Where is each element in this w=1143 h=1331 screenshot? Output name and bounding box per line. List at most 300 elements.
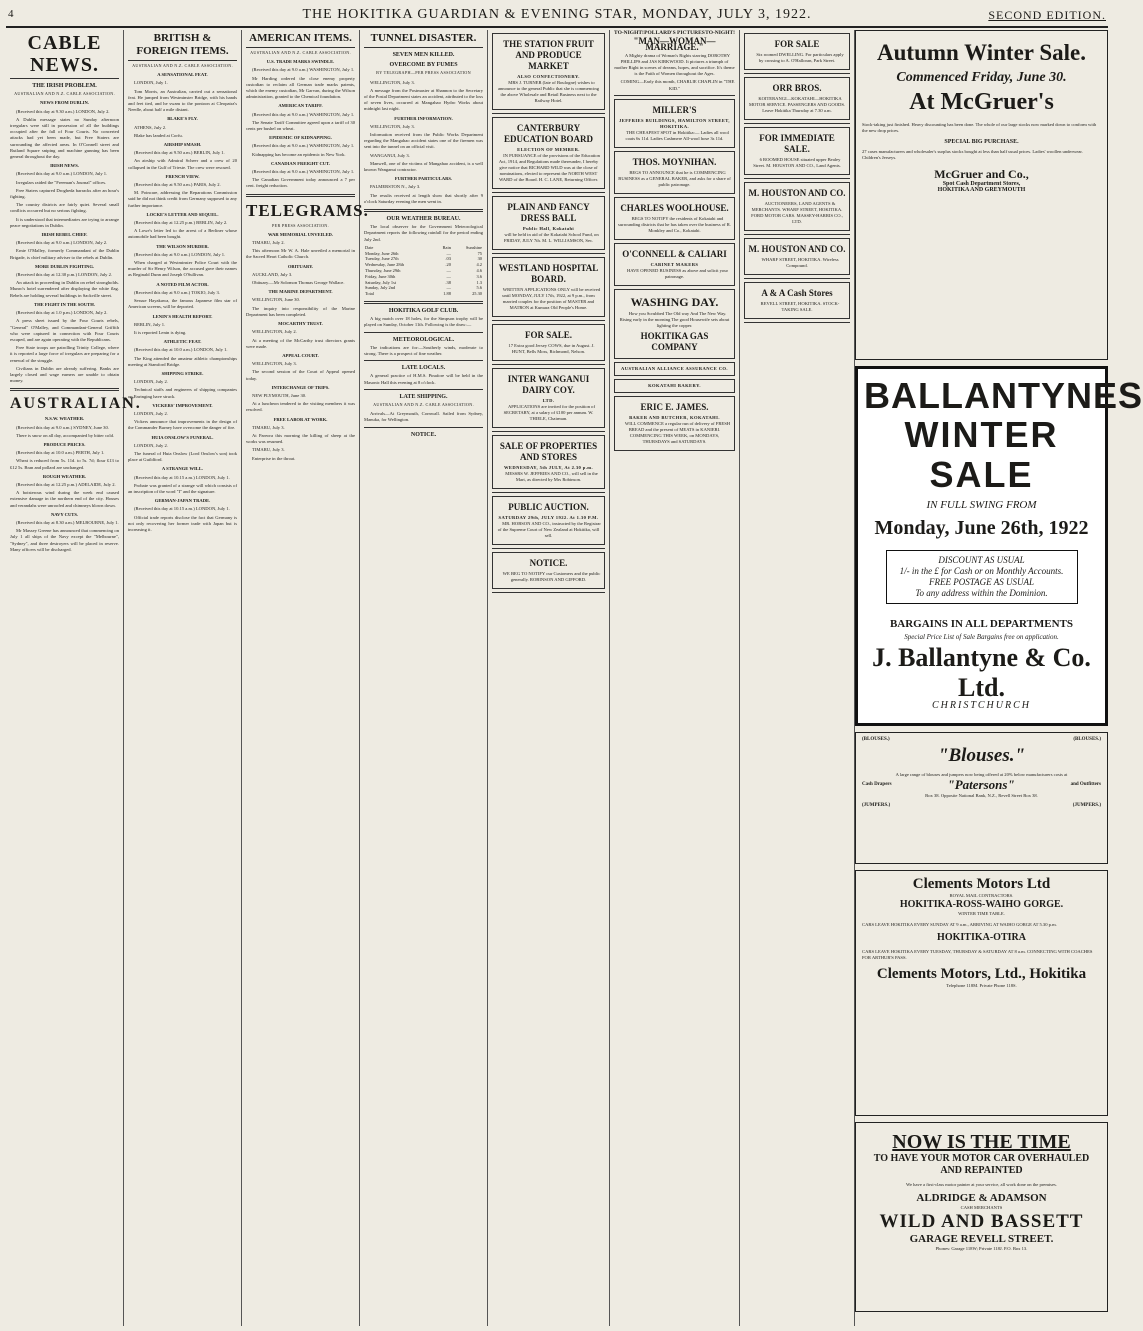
weather-rain: .03 (445, 256, 451, 262)
wild-bassett-sub: GARAGE REVELL STREET. (909, 1233, 1054, 1246)
paragraph: AIRSHIP SMASH. (163, 142, 202, 148)
ballantyne-city: CHRISTCHURCH (931, 700, 1031, 711)
mcgruer-location: HOKITIKA AND GREYMOUTH (937, 187, 1026, 194)
notice-heading: NOTICE. (410, 431, 437, 438)
wild-bassett-ad (855, 1122, 1108, 1312)
classified-ad (744, 33, 850, 70)
golf-club-heading: HOKITIKA GOLF CLUB. (388, 308, 459, 315)
ballantynes-name: BALLANTYNES (864, 375, 1143, 416)
free-postage-heading: FREE POSTAGE AS USUAL (929, 577, 1034, 587)
american-items-heading: AMERICAN ITEMS. (246, 32, 355, 48)
divider (492, 592, 605, 593)
oconnell-ad (614, 243, 735, 286)
divider (364, 332, 483, 333)
weather-date: Tuesday, June 27th (365, 256, 399, 262)
jumpers-tag-right: (JUMPERS.) (1072, 803, 1101, 809)
agency-line: AUSTRALIAN AND N.Z. CABLE ASSOCIATION. (14, 91, 115, 97)
classified-ad (744, 182, 850, 231)
paragraph: (Received this day at 9.0 a.m.) LONDON, July 2. (16, 240, 108, 246)
paragraph: (Received this day at 10.15 a.m.) LONDON, July 1. (134, 506, 230, 512)
paragraph: (Received this day at 12.30 p.m.) LONDON, July 2. (16, 272, 113, 278)
column-cable-news (6, 30, 142, 1326)
winter-sale-heading: WINTER SALE (904, 414, 1059, 495)
overhaul-heading: TO HAVE YOUR MOTOR CAR OVERHAULED AND REPAINTED (873, 1153, 1090, 1176)
paragraph: At a meeting of the McCarthy trust directors grants were made. (246, 337, 355, 349)
paragraph: Irregulars raided the "Freeman's Journal" offices. (16, 179, 107, 185)
paragraph: A message from the Postmaster at Shannon to the Secretary of the Postal Department states an accident, attributed to the loss of seven lives, occurred at Mangahao Hydro Works about midnight last night. (364, 87, 483, 112)
article-body (10, 416, 119, 553)
eric-james-text: WILL COMMENCE a regular run of delivery of FRESH BREAD and the present of MEATS in KANIERI. COMMENCING THIS WEEK, on MONDAYS, THURSDAYS and SATURDAYS. (624, 420, 731, 444)
classified-ad-title: PUBLIC AUCTION. (508, 502, 589, 512)
paragraph: Blake has landed at Corfu. (134, 132, 183, 138)
classified-ad (744, 238, 850, 275)
weather-date: Sunday, July 2nd (365, 285, 396, 291)
film-description: A Mighty drama of Woman's Rights starring DOROTHY PHILLIPS and JAS KIRKWOOD. It pictures a triumph of mother Right in scenes of dreams, hopes, and sacrifice. It's theme is the Faith of Women throughout the Ages. (614, 52, 735, 77)
paragraph: EPIDEMIC OF KIDNAPPING. (269, 135, 332, 141)
weather-rain: — (446, 268, 451, 274)
paragraph: Official trade reports disclose the fact that Germany is not only recovering her former trade with Japan but is increasing it. (128, 514, 237, 532)
clements-heading: Clements Motors Ltd (912, 876, 1051, 892)
free-postage-terms: To any address within the Dominion. (915, 588, 1048, 598)
paragraph: (Received this day at 10.0 a.m.) LONDON, July 1. (134, 347, 228, 353)
paragraph: FURTHER INFORMATION. (394, 115, 453, 121)
weather-date: Thursday, June 29th (365, 268, 401, 274)
woolhouse-ad (614, 197, 735, 240)
paragraph: Mr Harding ordered the close enemy property custodian to reclaim all German trade marks patents, which the enemy custodian, Mr Garvan, during the Wilson administration, granted to the Chemical foundation. (246, 75, 355, 100)
display-ads-column (855, 30, 1143, 1326)
divider (492, 548, 605, 549)
classified-ad (492, 257, 605, 317)
paragraph: WAR MEMORIAL UNVEILED. (268, 231, 333, 237)
classified-ad-title: FOR SALE (774, 39, 820, 49)
paragraph: AUCKLAND, July 3. (252, 271, 293, 277)
patersons-name: "Patersons" (947, 777, 1015, 793)
pollards-pictures-ad (614, 30, 735, 92)
clements-timetable: WINTER TIME TABLE. (958, 911, 1005, 916)
classified-ad-text: MR. HOBSON AND CO., instructed by the Registrar of the Supreme Court of New Zealand at Hokitika, will sell. (497, 521, 601, 538)
paragraph: Enterprise in the throat. (252, 455, 296, 461)
classified-ad-subtitle: WEDNESDAY, 5th JULY, At 2.30 p.m. (503, 465, 594, 470)
golf-text: A big match over 18 holes, for the Simpson trophy will be played on Sunday, October 11th. Following is the draw:— (364, 316, 483, 328)
paragraph: WELLINGTON, July 3. (370, 123, 415, 129)
oconnell-sub: CABINET MAKERS (650, 261, 699, 267)
ballantyne-company: J. Ballantyne & Co. Ltd. (872, 643, 1091, 702)
paragraph: Kidnapping has become an epidemic in New York. (252, 151, 346, 157)
cash-drapers-label: Cash Drapers (862, 782, 892, 788)
discount-terms: 1/- in the £ for Cash or on Monthly Accounts. (899, 566, 1064, 576)
classified-ad (492, 552, 605, 589)
paragraph: (Received this day at 9.0 a.m.) WASHINGTON, July 1. (252, 111, 355, 117)
classified-ad-title: NOTICE. (529, 558, 568, 568)
classified-ad-text: AUCTIONEERS, LAND AGENTS & MERCHANTS. WHARF STREET, HOKITIKA. FORD MOTOR CARS. MASSEY-HARRIS CO., LTD. (751, 201, 843, 224)
paragraph: IRISH NEWS. (50, 163, 79, 169)
paragraph: M. Poincare, addressing the Reparations Commission said he did not think credit from Germany supposed to any further importance. (128, 190, 237, 208)
wild-bassett-brand: WILD AND BASSETT (879, 1211, 1084, 1233)
weather-total-rain: 1.88 (443, 291, 451, 297)
divider (614, 95, 735, 96)
paragraph: THE MARINE DEPARTMENT. (268, 289, 333, 295)
divider (364, 360, 483, 361)
paragraph: The King attended the amateur athletic championships meeting at Stamford Bridge. (128, 355, 237, 367)
paragraph: FREE LABOR AT WORK. (273, 416, 328, 422)
paragraph: A boisterous wind during the week end caused extensive damage in the northern end of the city. Houses and verandahs were unroofed and chimneys blown down. (10, 490, 119, 508)
paragraph: INTERCHANGE OF TRIPS. (271, 384, 330, 390)
paragraph: GERMAN-JAPAN TRADE. (154, 498, 211, 504)
weather-sunshine: 1.3 (476, 279, 482, 285)
agency-line: AUSTRALIAN AND N.Z. CABLE ASSOCIATION. (250, 50, 351, 55)
paragraph: (Received this day at 10.0 a.m.) PERTH, July 1. (16, 450, 105, 456)
weather-sunshine: 5.6 (476, 285, 482, 291)
bargains-heading: BARGAINS IN ALL DEPARTMENTS (889, 618, 1074, 630)
agency-line: PER PRESS ASSOCIATION. (272, 222, 329, 228)
autumn-sale-intro: Stock-taking just finished. Heavy discounting has been done. The whole of our large stocks now marked down to conform with the new drop prices. (862, 122, 1097, 133)
paragraph: It is reported Lenin is dying. (134, 329, 187, 335)
classified-ad-text: Six roomed DWELLING. For particulars apply by crossing to A. O'Halloran, Park Street. (756, 52, 844, 63)
paragraph: A press sheet issued by the Four Courts rebels, "General" O'Malley, and Commandant-General Griffith who were captured in connection with Four Courts escaped, and are again operating with the Republicans. (10, 318, 119, 342)
article-body (246, 59, 355, 189)
classified-ad (492, 368, 605, 428)
divider (364, 389, 483, 390)
paragraph: LENIN'S HEALTH REPORT. (152, 313, 213, 319)
divider (744, 234, 850, 235)
paragraph: The Canadian Government today announced a 7 per cent. freight reduction. (246, 177, 355, 189)
washing-day-text: How you Scrubbed The Old way And The New Way. Rising early in the morning The good Housewife sets about lighting the copper. (619, 310, 730, 328)
paragraph: A STRANGE WILL. (161, 466, 204, 472)
classified-ad-subtitle: LTD. (542, 398, 555, 403)
gas-company-heading: HOKITIKA GAS COMPANY (640, 330, 709, 352)
now-is-the-time-heading: NOW IS THE TIME (892, 1131, 1071, 1153)
autumn-sale-date: Commenced Friday, June 30. (896, 70, 1067, 85)
overhaul-text: We have a first-class motor painter at your service, all work done on the premises. (906, 1181, 1057, 1187)
paragraph: LONDON, July 2. (134, 379, 168, 385)
weather-total-row (364, 291, 483, 297)
classified-ad-subtitle: Public Hall, Kokatahi (522, 226, 575, 231)
autumn-sale-items: 27 cases manufacturers and wholesaler's surplus stocks bought at less than half usual prices. Ladies' woollen underwear. Children's Jerseys. (862, 149, 1083, 161)
paragraph: IRISH REBEL CHIEF. (41, 232, 88, 238)
paragraph: The second session of the Court of Appeal opened today. (246, 369, 355, 381)
classified-ad-text: WRITTEN APPLICATIONS ONLY will be received until MONDAY, JULY 17th, 1922, at 9 p.m., from married couples for the position of MASTER and MATRON at Kumara Old People's Home. (502, 287, 601, 310)
clements-route2: HOKITIKA-OTIRA (937, 932, 1026, 944)
weather-rain: — (446, 285, 451, 291)
paragraph: SHIPPING STRIKE. (161, 370, 204, 376)
paragraph: TIMARU, July 3. (252, 447, 285, 453)
classified-ad (744, 127, 850, 175)
weather-date: Friday, June 30th (365, 273, 396, 279)
paragraph: At a luncheon tendered to the visiting members it was resolved. (246, 401, 355, 413)
classified-ad (492, 435, 605, 489)
paragraph: APPEAL COURT. (282, 352, 319, 358)
divider (492, 253, 605, 254)
oconnell-text: HAVE OPENED BUSINESS as above and solicit your patronage. (626, 267, 729, 279)
paragraph: The funeral of Huia Onslow (Lord Onslow's son) took place at Guildford. (128, 450, 237, 463)
weather-rain: .20 (445, 262, 451, 268)
aldridge-adamson: ALDRIDGE & ADAMSON (916, 1192, 1047, 1205)
divider (10, 388, 119, 391)
divider (492, 320, 605, 321)
discount-box (886, 550, 1078, 604)
divider (744, 322, 850, 323)
classified-ad-text: IN PURSUANCE of the provisions of the Education Act, 1914, and Regulations made thereunder, I hereby give notice that RICHARD WILD was at the close of nominations, elected to represent the NORTH WEST WARD of the Board. H. C. LANE, Returning Officer. (498, 153, 600, 182)
weather-sunshine: 4.6 (476, 268, 482, 274)
paragraph: The results received at length show that shortly after 9 o'clock Saturday evening the men went in. (364, 192, 483, 204)
weather-sunshine: 75 (477, 250, 482, 256)
paragraph: (Received this day at 10.15 a.m.) LONDON, July 1. (134, 474, 230, 480)
paragraph: PRODUCE PRICES. (43, 441, 86, 447)
blouses-tag-right: (BLOUSES.) (1073, 737, 1101, 742)
paragraph: A NOTED FILM ACTOR. (156, 281, 209, 287)
blouses-tag-left: (BLOUSES.) (862, 737, 890, 742)
paragraph: (Received this day at 9.0 a.m.) WASHINGTON, July 1. (252, 143, 355, 149)
paragraph: An attack in proceeding in Dublin on rebel strongholds. Munro's hotel surrendered after displaying the white flag. Rebels are holding several buildings in Sackville street. (10, 280, 119, 298)
divider (492, 364, 605, 365)
classified-ad-text: APPLICATIONS are invited for the position of SECRETARY, at a salary of £100 per annum. W. THIELE, Chairman. (503, 404, 596, 421)
edition-label: SECOND EDITION. (988, 8, 1106, 22)
meteorological-text: The indications are for:—Southerly winds, moderate to strong. There is a prospect of fine weather. (364, 344, 483, 357)
classified-ad-title: SALE OF PROPERTIES AND STORES (499, 441, 598, 462)
tonight-left-label: TO-NIGHT! (614, 30, 644, 36)
divider (744, 178, 850, 179)
paragraph: Free State troops are patrolling Trinity College, where it is reported a large force of irregulars are preparing for a renewal of the struggle. (10, 345, 119, 363)
paragraph: (Received this day at 9.0 a.m.) WASHINGTON, July 1. (252, 67, 355, 73)
weather-sunshine: 3.6 (476, 273, 482, 279)
column-tunnel-disaster (360, 30, 488, 1326)
paragraph: (Received this day at 1.0 p.m.) LONDON, July 2. (16, 310, 108, 316)
classified-ad-title: FOR IMMEDIATE SALE. (759, 133, 835, 154)
weather-date: Saturday, July 1st (365, 279, 397, 285)
paragraph: PALMERSTON N., July 3. (370, 184, 421, 190)
article-body (128, 72, 237, 533)
agency-line: BY TELEGRAPH—PER PRESS ASSOCIATION (376, 70, 471, 76)
weather-sunshine: 4.2 (476, 262, 482, 268)
divider (492, 113, 605, 114)
classified-ad-subtitle: ALSO CONFECTIONERY. (517, 74, 580, 79)
classified-ad-text: WE BEG TO NOTIFY our Customers and the public generally. ROBINSON AND GIFFORD. (502, 571, 601, 582)
paragraph: Manwell, one of the victims of Mangahao accident, is a well known Wanganui contractor. (364, 160, 483, 173)
divider (364, 301, 483, 304)
moynihan-heading: THOS. MOYNIHAN. (632, 156, 717, 167)
classified-ad-title: ORR BROS. (772, 83, 822, 93)
kokatahi-bakery-ad (614, 379, 735, 393)
classified-ad-text: MRS J. TURNER (late of Boulogne) wishes to announce to the general Public that she is commencing the above Wholesale and Retail Business next to the Railway Hotel. (497, 80, 600, 103)
clements-route: HOKITIKA-ROSS-WAIHO GORGE. (899, 899, 1064, 910)
article-body (246, 232, 355, 462)
classified-ad (492, 33, 605, 110)
millers-address: JEFFRIES BUILDINGS, HAMILTON STREET, HOKITIKA. (619, 117, 730, 129)
paragraph: HUIA ONSLOW'S FUNERAL. (151, 434, 214, 440)
clements-brand: Clements Motors, Ltd., Hokitika (876, 966, 1087, 983)
paragraph: (Received this day at 8.30 a.m.) MELBOURNE, July 1. (16, 519, 119, 525)
paragraph: (Received this day at 9.0 a.m.) TOKIO, July 3. (134, 289, 220, 295)
patersons-blouses-ad (855, 732, 1108, 864)
weather-total-label: Total (365, 291, 374, 297)
classified-ad-title: FOR SALE. (524, 330, 572, 340)
cable-news-heading: CABLE NEWS. (10, 32, 119, 79)
divider (246, 194, 355, 197)
paragraph: A SENSATIONAL FEAT. (157, 72, 208, 78)
kokatahi-bakery-heading: KOKATAHI BAKERY. (648, 382, 701, 388)
ballantynes-winter-sale-ad (855, 366, 1143, 726)
mcgruer-sub: Spot Cash Department Stores, (942, 181, 1021, 188)
paragraph: OBITUARY. (287, 263, 314, 269)
weather-bureau-heading: OUR WEATHER BUREAU. (386, 216, 461, 223)
paragraph: WELLINGTON, July 3. (370, 79, 415, 85)
paragraph: TIMARU, July 3. (252, 424, 285, 430)
washing-day-heading: WASHING DAY. (630, 294, 719, 309)
paragraph: WANGANUI, July 3. (370, 152, 410, 158)
weather-rain: .38 (445, 279, 451, 285)
price-list-note: Special Price List of Sale Bargains free on application. (904, 633, 1059, 641)
late-locals-heading: LATE LOCALS. (401, 365, 446, 372)
classified-ad (492, 196, 605, 250)
column-classifieds-a (488, 30, 610, 1326)
aldridge-sub: CASH MERCHANTS (960, 1205, 1003, 1211)
paragraph: LONDON, July 2. (134, 410, 168, 416)
paragraph: There is snow on all day, accompanied by bitter cold. (16, 432, 115, 438)
weather-head-rain: Rain (442, 244, 451, 250)
paragraph: LONDON, July 1. (134, 80, 168, 86)
pollards-pictures-label: POLLARD'S PICTURES (644, 30, 705, 36)
classified-ad-subtitle: SATURDAY 29th, JULY 1922. At 1.30 P.M. (498, 515, 599, 520)
paragraph: The country districts are fairly quiet. Several small conflicts occurred but no serious fighting. (10, 202, 119, 214)
agency-line: AUSTRALIAN AND N.Z. CABLE ASSOCIATION. (132, 63, 233, 68)
weather-head-sunshine: Sunshine (465, 244, 482, 250)
blouses-text: A large range of blouses and jumpers now being offered at 20% below manufacturers costs at (895, 771, 1068, 777)
tonight-right-label: TO-NIGHT! (705, 30, 735, 36)
autumn-special-heading: SPECIAL BIG PURCHASE. (944, 138, 1019, 145)
clements-schedule: CARS LEAVE HOKITIKA EVERY SUNDAY AT 9 a.m., ARRIVING AT WAIHO GORGE AT 5.30 p.m. (862, 921, 1057, 927)
paragraph: (Received this day at 9.50 a.m.) PARIS, July 2. (134, 182, 221, 188)
moynihan-ad (614, 151, 735, 194)
paragraph: (Received this day at 9.0 a.m.) LONDON, July 1. (16, 171, 108, 177)
paragraph: Ernie O'Malley, formerly Commandant of the Dublin Brigade, is chief military adviser to the rebels at Dublin. (10, 248, 119, 260)
classified-ad-title: M. HOUSTON AND CO. (748, 188, 846, 198)
seven-men-killed-heading: SEVEN MEN KILLED. (392, 52, 455, 58)
mcgruer-brand: McGruer and Co., (934, 167, 1029, 182)
divider (364, 209, 483, 212)
paragraph: LOCKE'S LETTER AND SEQUEL. (146, 211, 219, 217)
meteorological-heading: METEOROLOGICAL. (392, 336, 455, 343)
paragraph: A Lowe's letter led to the arrest of a Berliner whose automobile had been bought. (128, 228, 237, 240)
weather-rain: — (446, 250, 451, 256)
classified-ad-title: WESTLAND HOSPITAL BOARD. (498, 263, 599, 284)
classified-ad-text: MESSRS W. JEFFRIES AND CO., will sell in the Mart, as directed by Mrs Robinson. (505, 471, 598, 482)
paragraph: BERLIN, July 1. (134, 321, 166, 327)
overcome-by-fumes-heading: OVERCOME BY FUMES (389, 62, 458, 69)
article-body (364, 80, 483, 205)
paragraph: Civilians in Dublin are already suffering. Banks are largely closed and wage earners are unable to obtain money. (10, 365, 119, 384)
classified-ad (492, 324, 605, 361)
weather-date: Wednesday, June 28th (365, 262, 404, 268)
classified-ad (744, 282, 850, 319)
divider (744, 123, 850, 124)
autumn-sale-heading: Autumn Winter Sale. (877, 40, 1086, 65)
paragraph: (Received this day at 12.25 p.m.) BERLIN, July 2. (134, 220, 228, 226)
paragraph: ATHENS, July 2. (134, 124, 167, 130)
column-classifieds-c (740, 30, 855, 1326)
column-british-foreign (124, 30, 242, 1326)
weather-date: Monday, June 26th (365, 250, 399, 256)
paragraph: (Received this day at 9.50 a.m.) BERLIN, July 1. (134, 150, 225, 156)
autumn-sale-store: At McGruer's (909, 89, 1054, 115)
patersons-address: Box 38. Opposite National Bank, N.Z., Revell Street Box 38. (925, 792, 1038, 798)
paragraph: THE FIGHT IN THE SOUTH. (34, 301, 95, 307)
classified-ad-text: KOITERANGI—KOKATAHI—HOKITIKA MOTOR SERVICE. PASSENGERS AND GOODS. Leave Hokitika Thursday at 7.30 a.m. (748, 96, 846, 113)
paragraph: MORE DUBLIN FIGHTING. (34, 263, 95, 269)
paragraph: CANADIAN FREIGHT CUT. (271, 160, 330, 166)
classified-ad-text: WHARF STREET, HOKITIKA. Wireless Compound. (761, 257, 839, 268)
column-classifieds-b (610, 30, 740, 1326)
weather-head-date: Date (365, 244, 374, 250)
autumn-winter-sale-ad (855, 30, 1108, 360)
millers-ad (614, 99, 735, 148)
classified-ad-subtitle: ELECTION OF MEMBER. (517, 147, 580, 152)
paragraph: Obituary.—Mr Solomon Thomas George Wallace. (252, 280, 345, 286)
paragraph: (Received this day at 9.0 a.m.) LONDON, July 1. (134, 251, 226, 257)
classified-ad-title: M. HOUSTON AND CO. (748, 244, 846, 254)
weather-table (364, 245, 483, 297)
newspaper-title: THE HOKITIKA GUARDIAN & EVENING STAR, MONDAY, JULY 3, 1922. (302, 7, 812, 22)
paragraph: The Senate Tariff Committee agreed upon a tariff of 30 cents per bushel on wheat. (246, 119, 355, 132)
washing-day-ad (614, 289, 735, 359)
oconnell-heading: O'CONNELL & CALIARI (622, 248, 727, 259)
clements-sub: ROYAL MAIL CONTRACTORS. (949, 893, 1014, 898)
irish-problem-heading: THE IRISH PROBLEM. (32, 83, 97, 89)
paragraph: THE WILSON MURDER. (156, 243, 209, 249)
page-number: 4 (8, 8, 14, 20)
column-american-items (242, 30, 369, 1326)
paragraph: An airship with Admiral Scheer and a crew of 20 collapsed in the Gulf of Trieste. The crew were rescued. (128, 158, 237, 170)
paragraph: Free Staters captured Drogheda barracks after an hour's fighting. (10, 187, 119, 200)
classified-ad-title: INTER WANGANUI DAIRY COY. (507, 374, 590, 395)
paragraph: ATHLETIC FEAT. (163, 339, 202, 345)
paragraph: Probate was granted of a strange will which consists of an inscription of the word "I" and the signature. (128, 482, 237, 494)
paragraph: BLAKE'S FLY. (167, 116, 198, 122)
clements-schedule2: CARS LEAVE HOKITIKA EVERY TUESDAY, THURSDAY & SATURDAY AT 8 a.m. CONNECTING WITH COACHES FOR ARTHUR'S PASS. (862, 948, 1093, 960)
paragraph: This afternoon Mr W. A. Hale unveiled a memorial in the Sacred Heart Catholic Church. (246, 248, 355, 260)
clements-phone: Telephone 118M. Private Phone 118S. (946, 983, 1017, 989)
eric-james-ad (614, 396, 735, 451)
paragraph: Vickers announce that improvements in the design of the Commander Burney have overcome the danger of fire. (128, 419, 237, 431)
eric-james-heading: ERIC E. JAMES. (640, 401, 709, 412)
weather-total-sunshine: 25.30 (472, 291, 482, 297)
paragraph: (Received this day at 12.25 p.m.) ADELAIDE, July 2. (16, 481, 116, 487)
weather-intro: The local observer for the Government Meteorological Department reports the following rainfall for the period ending July 2nd. (364, 224, 483, 242)
agency-line: AUSTRALIAN AND N.Z. CABLE ASSOCIATION. (373, 402, 474, 408)
british-foreign-heading: BRITISH & FOREIGN ITEMS. (128, 32, 237, 61)
paragraph: Mr Massey Greene has announced that commencing on July 1 all ships of the Navy except the "Melbourne", "Sydney", and three destroyers will be placed in reserve. Many officers will be discharged. (10, 528, 119, 552)
paragraph: FURTHER PARTICULARS. (394, 176, 453, 182)
divider (364, 427, 483, 428)
moynihan-text: BEGS TO ANNOUNCE that he is COMMENCING BUSINESS as a GENERAL BAKER, and asks for a share of public patronage. (618, 169, 731, 187)
paragraph: U.S. TRADE MARKS SWINDLE. (266, 59, 335, 65)
paragraph: When charged at Westminster Police Court with the murder of Sir Henry Wilson, the accused gave their names as Reginald Dunn and Joseph O'Sullivan. (128, 260, 237, 278)
coming-attraction: COMING—Early this month, CHARLIE CHAPLIN in "THE KID." (620, 79, 735, 91)
divider (492, 192, 605, 193)
wild-bassett-phone: Phones: Garage 118W; Private 118J. P.O. Box 13. (935, 1246, 1028, 1252)
late-shipping-heading: LATE SHIPPING. (399, 393, 448, 400)
paragraph: NEWS FROM DUBLIN. (40, 100, 89, 106)
paragraph: VICKERS' IMPROVEMENT. (152, 402, 213, 408)
paragraph: (Received this day at 9.0 a.m.) WASHINGTON, July 1. (252, 169, 355, 175)
ad-list (492, 33, 605, 593)
alliance-ad (614, 362, 735, 376)
paragraph: ROUGH WEATHER. (42, 473, 87, 479)
paragraph: Sessue Hayakawa, the famous Japanese film star of American screens, will be deported. (128, 298, 237, 310)
paragraph: LONDON, July 2. (134, 442, 168, 448)
paragraph: NAVY CUTS. (50, 511, 79, 517)
paragraph: MOCARTHY TRUST. (278, 321, 323, 327)
paragraph: A Dublin message states no Sunday afternoon irregulars were still in possession of all the buildings occupied after the fall of Four Courts. No concerted attacks had yet been made, but Free Staters are surrounding the affected areas. In O'Connell street and Rutland Square sniping and machine gunning has been general throughout the day. (10, 116, 119, 160)
